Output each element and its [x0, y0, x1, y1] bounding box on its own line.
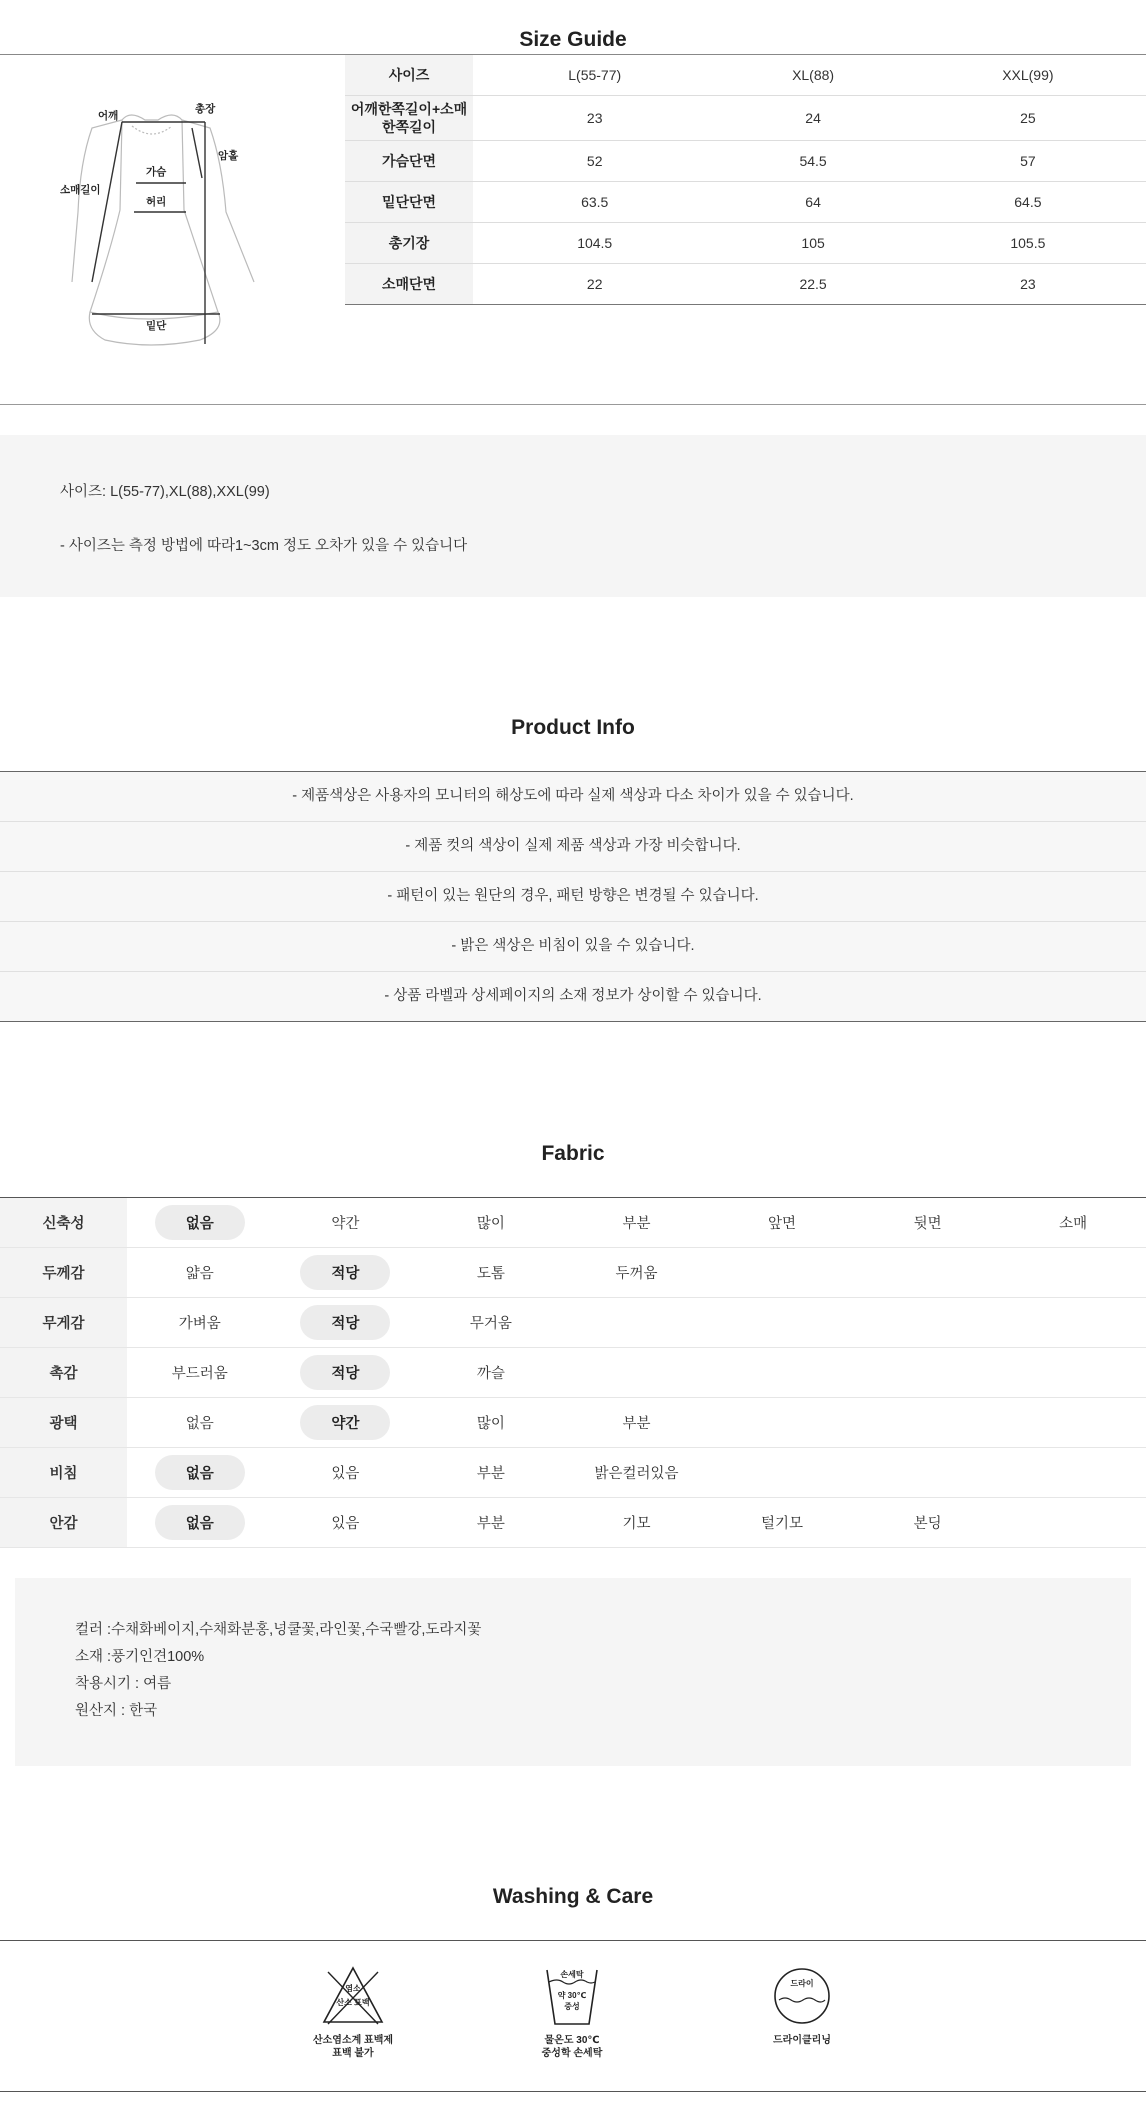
fabric-option: 기모 [622, 1516, 651, 1532]
fabric-row-label: 신축성 [0, 1198, 127, 1248]
color-info: 컬러 :수채화베이지,수채화분홍,넝쿨꽃,라인꽃,수국빨강,도라지꽃 [75, 1622, 482, 1638]
fabric-option-cell [418, 1498, 564, 1548]
label-hem: 밑단 [146, 320, 167, 332]
fabric-option-cell [709, 1498, 855, 1548]
size-table-row [345, 182, 1146, 223]
product-info-list [0, 771, 1146, 1022]
fabric-option: 약간 [331, 1216, 360, 1232]
fabric-title: Fabric [541, 1142, 605, 1165]
fabric-row-label: 안감 [0, 1498, 127, 1548]
season-info: 착용시기 : 여름 [75, 1676, 172, 1692]
size-header-cell: XL(88) [716, 55, 909, 96]
fabric-option: 많이 [476, 1216, 505, 1232]
fabric-row-label: 비침 [0, 1448, 127, 1498]
symbol-text: 중성 [564, 2002, 580, 2011]
product-info-item: - 제품색상은 사용자의 모니터의 해상도에 따라 실제 색상과 다소 차이가 있을 수 있습니다. [0, 772, 1146, 822]
fabric-option-cell [127, 1398, 273, 1448]
divider [0, 2091, 1146, 2092]
fabric-option-cell [418, 1198, 564, 1248]
size-table-row [345, 141, 1146, 182]
label-waist: 허리 [146, 196, 167, 208]
size-header-cell: L(55-77) [473, 55, 716, 96]
fabric-option-cell [564, 1248, 710, 1298]
fabric-row-label: 무게감 [0, 1298, 127, 1348]
fabric-row [0, 1298, 1146, 1348]
symbol-text: 드라이 [790, 1979, 814, 1988]
size-cell: 63.5 [473, 182, 716, 223]
size-cell: 105 [716, 223, 909, 264]
size-row-label: 어깨한쪽길이+소매 한쪽길이 [345, 96, 473, 141]
fabric-row [0, 1248, 1146, 1298]
label-armhole: 암홀 [218, 150, 239, 162]
fabric-option-cell [127, 1498, 273, 1548]
fabric-option-cell [127, 1298, 273, 1348]
size-table-row [345, 264, 1146, 305]
fabric-option: 소매 [1059, 1216, 1088, 1232]
care-caption: 산소염소계 표백제 [312, 2035, 394, 2046]
fabric-option-cell [1000, 1348, 1146, 1398]
care-caption: 물온도 30℃ [544, 2035, 600, 2046]
fabric-option: 본딩 [913, 1516, 942, 1532]
fabric-option-cell [127, 1448, 273, 1498]
fabric-option-cell [273, 1198, 419, 1248]
size-row-label: 가슴단면 [345, 141, 473, 182]
fabric-option-selected: 없음 [155, 1205, 245, 1240]
symbol-text: 염소 [345, 1984, 361, 1993]
origin-info: 원산지 : 한국 [75, 1703, 158, 1719]
fabric-option-cell [855, 1398, 1001, 1448]
size-cell: 23 [473, 96, 716, 141]
fabric-option: 부분 [622, 1216, 651, 1232]
size-row-label: 소매단면 [345, 264, 473, 305]
care-caption: 드라이클리닝 [773, 2035, 831, 2046]
size-cell: 22.5 [716, 264, 909, 305]
size-header-label: 사이즈 [345, 55, 473, 96]
fabric-option-cell [273, 1298, 419, 1348]
size-notes [0, 435, 1146, 597]
size-cell: 52 [473, 141, 716, 182]
fabric-option-cell [564, 1348, 710, 1398]
fabric-option: 앞면 [768, 1216, 797, 1232]
fabric-table [0, 1197, 1146, 1548]
label-shoulder: 어깨 [98, 110, 119, 122]
size-disclaimer-note: - 사이즈는 측정 방법에 따라1~3cm 정도 오차가 있을 수 있습니다 [60, 538, 468, 554]
fabric-option-cell [855, 1448, 1001, 1498]
fabric-option-cell [418, 1248, 564, 1298]
fabric-option: 무거움 [469, 1316, 512, 1332]
size-cell: 104.5 [473, 223, 716, 264]
fabric-option-cell [855, 1348, 1001, 1398]
fabric-option-selected: 적당 [300, 1255, 390, 1290]
fabric-option-cell [273, 1448, 419, 1498]
fabric-option-cell [709, 1448, 855, 1498]
care-item-dry-clean [732, 1964, 872, 2047]
size-cell: 64.5 [910, 182, 1146, 223]
size-row-label: 밑단단면 [345, 182, 473, 223]
fabric-option: 얇음 [185, 1266, 214, 1282]
fabric-option-cell [855, 1298, 1001, 1348]
fabric-option-cell [127, 1348, 273, 1398]
fabric-option: 부분 [476, 1466, 505, 1482]
size-cell: 64 [716, 182, 909, 223]
no-bleach-icon [318, 1964, 388, 2030]
hand-wash-icon [537, 1964, 607, 2030]
fabric-option-cell [855, 1498, 1001, 1548]
fabric-option-selected: 적당 [300, 1305, 390, 1340]
fabric-option: 뒷면 [913, 1216, 942, 1232]
fabric-info-box [15, 1578, 1131, 1766]
fabric-option-cell [273, 1348, 419, 1398]
size-header-cell: XXL(99) [910, 55, 1146, 96]
size-cell: 105.5 [910, 223, 1146, 264]
fabric-option-cell [564, 1198, 710, 1248]
fabric-option-cell [418, 1298, 564, 1348]
size-table [345, 55, 1146, 305]
size-guide-title: Size Guide [519, 28, 627, 51]
fabric-option-cell [564, 1298, 710, 1348]
fabric-option-selected: 약간 [300, 1405, 390, 1440]
fabric-row [0, 1498, 1146, 1548]
fabric-option-cell [418, 1348, 564, 1398]
size-table-header [345, 55, 1146, 96]
dress-diagram [50, 92, 280, 364]
fabric-row [0, 1348, 1146, 1398]
fabric-option-cell [564, 1448, 710, 1498]
divider [0, 404, 1146, 405]
fabric-option: 두꺼움 [615, 1266, 658, 1282]
fabric-option-cell [564, 1398, 710, 1448]
fabric-option-cell [855, 1248, 1001, 1298]
fabric-option: 도톰 [476, 1266, 505, 1282]
fabric-row [0, 1398, 1146, 1448]
fabric-option-cell [1000, 1298, 1146, 1348]
size-table-row [345, 223, 1146, 264]
fabric-option-cell [273, 1248, 419, 1298]
fabric-option-cell [127, 1198, 273, 1248]
fabric-option-cell [273, 1398, 419, 1448]
fabric-row-label: 촉감 [0, 1348, 127, 1398]
size-cell: 54.5 [716, 141, 909, 182]
product-info-item: - 밝은 색상은 비침이 있을 수 있습니다. [0, 922, 1146, 972]
washing-care-title: Washing & Care [492, 1885, 654, 1908]
fabric-option-selected: 적당 [300, 1355, 390, 1390]
fabric-option: 있음 [331, 1466, 360, 1482]
fabric-row-label: 두께감 [0, 1248, 127, 1298]
size-table-row [345, 96, 1146, 141]
fabric-option-cell [418, 1398, 564, 1448]
fabric-option-cell [273, 1498, 419, 1548]
size-cell: 24 [716, 96, 909, 141]
fabric-option: 밝은컬러있음 [594, 1466, 679, 1482]
size-cell: 25 [910, 96, 1146, 141]
fabric-option-cell [1000, 1248, 1146, 1298]
label-total-length: 총장 [195, 103, 216, 115]
fabric-row [0, 1198, 1146, 1248]
product-info-item: - 상품 라벨과 상세페이지의 소재 정보가 상이할 수 있습니다. [0, 972, 1146, 1021]
fabric-option-cell [709, 1348, 855, 1398]
fabric-option: 부분 [476, 1516, 505, 1532]
symbol-text: 손세탁 [560, 1970, 584, 1979]
care-item-hand-wash [502, 1964, 642, 2060]
fabric-option: 부드러움 [171, 1366, 228, 1382]
care-caption: 표백 불가 [332, 2048, 374, 2059]
product-info-item: - 제품 컷의 색상이 실제 제품 색상과 가장 비슷합니다. [0, 822, 1146, 872]
size-cell: 23 [910, 264, 1146, 305]
fabric-row [0, 1448, 1146, 1498]
fabric-option-cell [127, 1248, 273, 1298]
fabric-option-cell [709, 1248, 855, 1298]
fabric-option: 많이 [476, 1416, 505, 1432]
fabric-option: 털기모 [761, 1516, 804, 1532]
fabric-option-cell [709, 1198, 855, 1248]
fabric-option-cell [709, 1398, 855, 1448]
symbol-text: 산소 표백 [336, 1998, 370, 2007]
fabric-option-cell [564, 1498, 710, 1548]
fabric-option-cell [1000, 1498, 1146, 1548]
fabric-row-label: 광택 [0, 1398, 127, 1448]
size-row-label: 총기장 [345, 223, 473, 264]
product-info-item: - 패턴이 있는 원단의 경우, 패턴 방향은 변경될 수 있습니다. [0, 872, 1146, 922]
fabric-option-selected: 없음 [155, 1505, 245, 1540]
label-sleeve-length: 소매길이 [60, 184, 101, 196]
divider [0, 1940, 1146, 1941]
fabric-option-cell [1000, 1398, 1146, 1448]
fabric-option: 까슬 [476, 1366, 505, 1382]
size-cell: 22 [473, 264, 716, 305]
care-item-no-bleach [283, 1964, 423, 2060]
fabric-option: 없음 [185, 1416, 214, 1432]
dry-clean-icon [767, 1964, 837, 2030]
fabric-option-cell [1000, 1448, 1146, 1498]
product-info-title: Product Info [511, 716, 635, 739]
fabric-option-cell [709, 1298, 855, 1348]
fabric-option-selected: 없음 [155, 1455, 245, 1490]
fabric-option-cell [418, 1448, 564, 1498]
fabric-option-cell [1000, 1198, 1146, 1248]
fabric-option: 부분 [622, 1416, 651, 1432]
care-caption: 중성학 손세탁 [541, 2048, 603, 2059]
size-list-note: 사이즈: L(55-77),XL(88),XXL(99) [60, 484, 270, 500]
label-chest: 가슴 [146, 166, 167, 178]
fabric-option: 있음 [331, 1516, 360, 1532]
symbol-text: 약 30℃ [557, 1991, 587, 2000]
fabric-option-cell [855, 1198, 1001, 1248]
fabric-option: 가벼움 [178, 1316, 221, 1332]
material-info: 소재 :풍기인견100% [75, 1649, 205, 1665]
size-cell: 57 [910, 141, 1146, 182]
